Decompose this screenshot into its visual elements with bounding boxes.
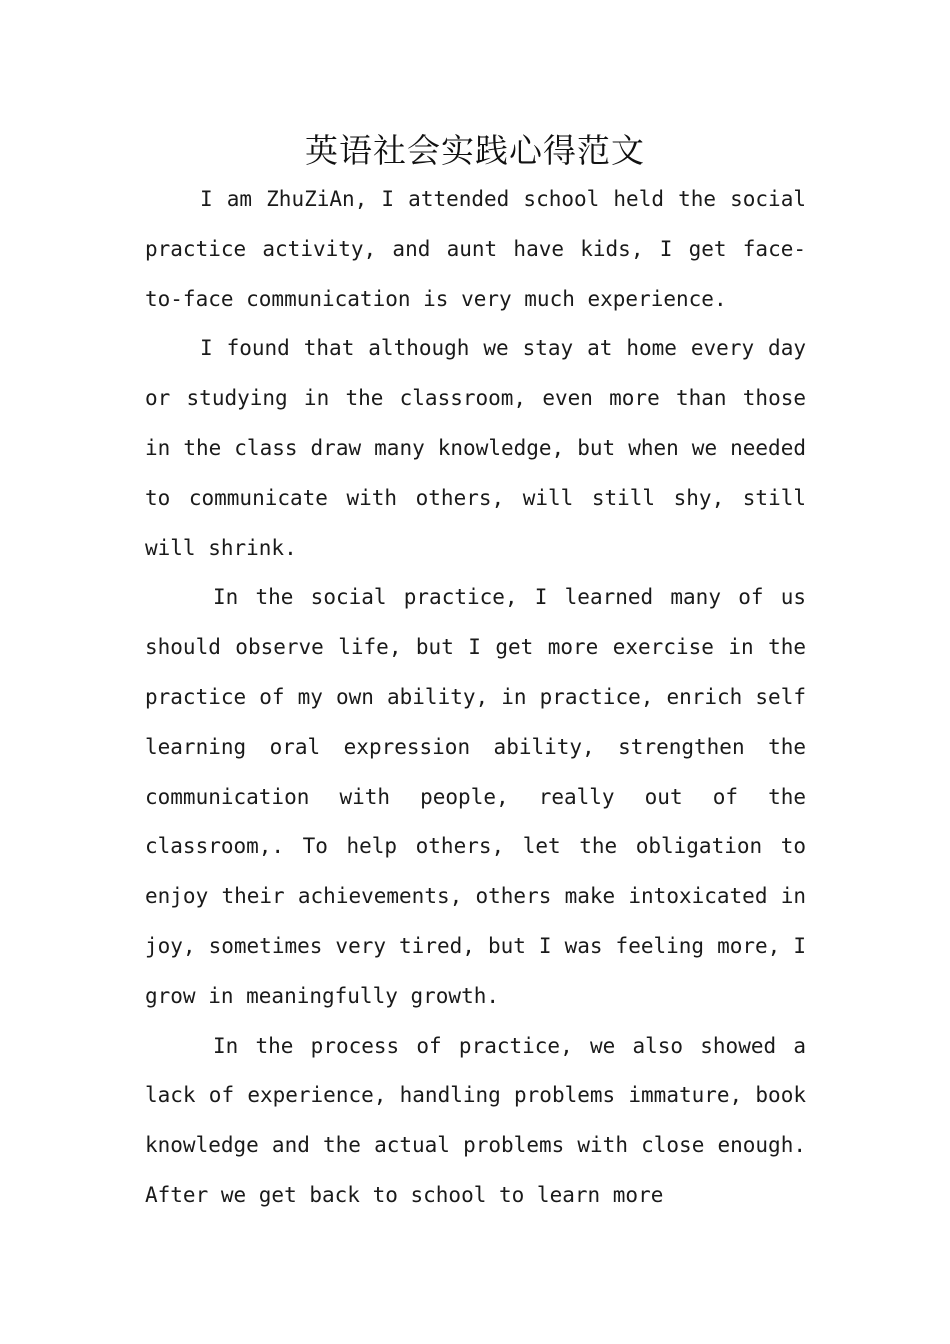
document-title: 英语社会实践心得范文 [305,131,645,170]
paragraph: In the social practice, I learned many of us should observe life, but I get more exercise in the practice of my own ability, in practice, enrich self learning oral expression ability, strengthen the communication with people, really out of the classroom,. To help others, let the obligation to enjoy their achievements, others make intoxicated in joy, sometimes very tired, but I was feeling more, I grow in meaningfully growth. [145,585,806,1008]
paragraph: I found that although we stay at home every day or studying in the classroom, even more than those in the class draw many knowledge, but when we needed to communicate with others, will still shy, still will shrink. [145,336,806,560]
document-body [145,175,806,1221]
paragraph: In the process of practice, we also showed a lack of experience, handling problems immature, book knowledge and the actual problems with close enough. After we get back to school to learn more [145,1033,806,1207]
paragraph: I am ZhuZiAn, I attended school held the social practice activity, and aunt have kids, I get face-to-face communication is very much experience. [145,187,806,311]
